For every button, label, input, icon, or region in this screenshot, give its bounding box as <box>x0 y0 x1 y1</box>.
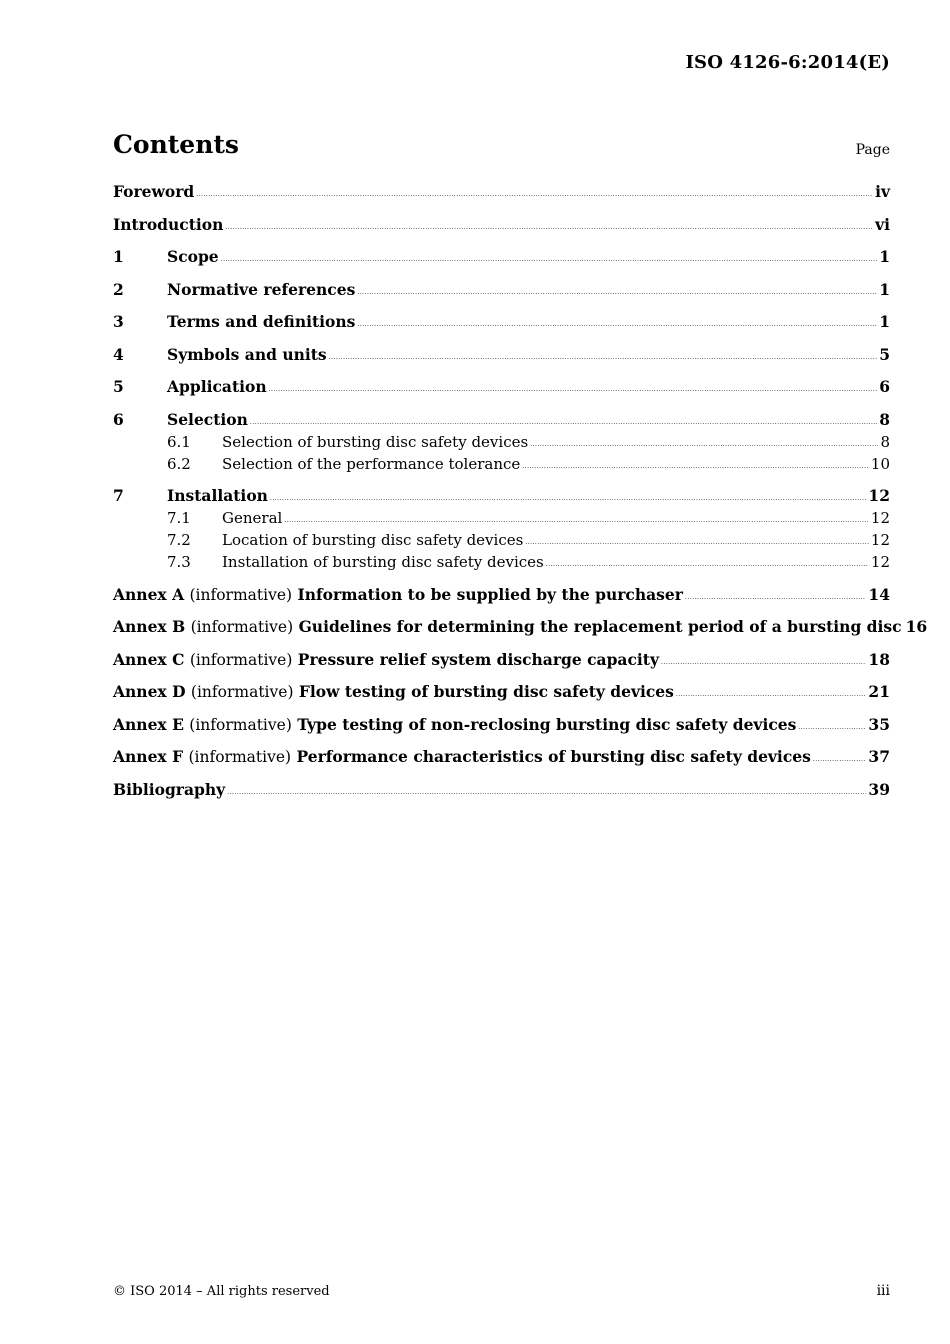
toc-entry[interactable] <box>113 280 890 303</box>
annex-label: Annex B <box>113 617 186 636</box>
toc-subentry-page: 10 <box>870 454 890 473</box>
toc-subentry[interactable] <box>113 455 890 477</box>
toc-entry-title-group <box>113 682 674 702</box>
toc-entry-page: 1 <box>879 247 890 266</box>
toc-entry-title: Terms and definitions <box>167 312 356 331</box>
toc-subentry-title: Selection of bursting disc safety devices <box>222 432 529 451</box>
toc-entry-title-group <box>113 747 811 767</box>
toc-subentry[interactable] <box>113 553 890 575</box>
toc-entry-title: Information to be supplied by the purchaser <box>297 584 683 604</box>
annex-label: Annex A <box>113 584 185 604</box>
toc-entry-page: 8 <box>879 409 890 429</box>
dot-leader <box>661 649 866 672</box>
dot-leader <box>227 779 866 802</box>
toc-entry-page: 16 <box>905 617 928 636</box>
toc-entry-page: 14 <box>868 584 890 604</box>
toc-entry-title: Symbols and units <box>167 344 327 364</box>
dot-leader <box>270 485 866 508</box>
toc-entry-title-group <box>113 617 902 637</box>
toc-entry[interactable] <box>113 182 890 205</box>
toc-entry-title-group <box>113 585 683 605</box>
dot-leader <box>813 746 867 769</box>
dot-leader <box>525 530 869 552</box>
toc-entry[interactable] <box>113 486 890 509</box>
toc-subentry-title: Selection of the performance tolerance <box>222 454 521 473</box>
toc-entry-title: Bibliography <box>113 779 226 799</box>
toc-entry-title: Normative references <box>167 279 356 299</box>
toc-entry-title: Performance characteristics of bursting disc safety devices <box>296 747 811 766</box>
annex-type: (informative) <box>189 585 293 604</box>
toc-entry[interactable] <box>113 410 890 433</box>
toc-entry-title: Pressure relief system discharge capacity <box>297 649 659 669</box>
toc-entry-page: 18 <box>868 649 890 669</box>
dot-leader <box>329 344 878 367</box>
toc-entry-page: vi <box>875 214 890 234</box>
toc-entry-title-group <box>113 182 194 201</box>
toc-entry-page: 5 <box>879 344 890 364</box>
annex-label: Annex E <box>113 714 184 734</box>
dot-leader <box>522 454 869 476</box>
toc-entry-title-group <box>167 280 355 299</box>
toc-entry-title-group <box>167 247 219 266</box>
toc-subentry-page: 12 <box>870 509 890 527</box>
toc-entry[interactable] <box>113 215 890 238</box>
annex-type: (informative) <box>190 683 294 701</box>
toc-entry-page: 6 <box>879 377 890 396</box>
toc-entry-title-group <box>167 410 248 429</box>
dot-leader <box>357 311 877 334</box>
toc-entry[interactable] <box>113 377 890 400</box>
toc-entry[interactable] <box>113 617 928 640</box>
toc-entry-page: 37 <box>868 747 890 766</box>
annex-type: (informative) <box>188 748 292 766</box>
annex-type: (informative) <box>189 650 293 669</box>
toc-entry-page: 1 <box>879 312 890 331</box>
toc-subentry-page: 12 <box>870 553 890 571</box>
toc-subentry-title: Installation of bursting disc safety devices <box>222 553 544 571</box>
toc-entry[interactable] <box>113 715 890 738</box>
annex-label: Annex D <box>113 682 186 701</box>
dot-leader <box>676 681 867 704</box>
dot-leader <box>546 552 869 574</box>
toc-subentry[interactable] <box>113 509 890 531</box>
toc-entry-title: Installation <box>167 486 268 505</box>
toc-entry-page: 21 <box>868 682 890 701</box>
toc-entry-title-group <box>167 377 267 396</box>
toc-entry[interactable] <box>113 312 890 335</box>
toc-entry-title-group <box>167 486 268 505</box>
toc-entry-title: Scope <box>167 247 219 266</box>
toc-entry-number: 7 <box>113 486 124 505</box>
toc-subentry[interactable] <box>113 433 890 455</box>
toc-subentry-number: 7.3 <box>167 553 191 571</box>
dot-leader <box>250 409 877 432</box>
toc-entry-title-group <box>113 215 223 234</box>
toc-entry-number: 2 <box>113 279 124 299</box>
toc-entry-number: 3 <box>113 312 124 331</box>
document-id: ISO 4126-6:2014(E) <box>685 52 890 73</box>
dot-leader <box>284 508 869 530</box>
dot-leader <box>196 181 873 204</box>
dot-leader <box>225 214 873 237</box>
toc-subentry-number: 6.1 <box>167 432 191 451</box>
page-title: Contents <box>113 130 240 159</box>
toc-subentry[interactable] <box>113 531 890 553</box>
table-of-contents <box>113 182 928 803</box>
toc-entry[interactable] <box>113 585 890 608</box>
toc-entry-title: Foreword <box>113 182 195 201</box>
toc-entry-title-group <box>167 345 327 364</box>
toc-entry-title: Selection <box>167 409 248 429</box>
toc-entry[interactable] <box>113 345 890 368</box>
toc-entry[interactable] <box>113 747 890 770</box>
dot-leader <box>530 432 878 454</box>
toc-entry-number: 5 <box>113 377 124 396</box>
toc-entry-page: 35 <box>868 714 890 734</box>
dot-leader <box>685 584 867 607</box>
toc-entry[interactable] <box>113 650 890 673</box>
page-column-label: Page <box>855 142 890 158</box>
toc-subentry-number: 7.1 <box>167 509 191 527</box>
toc-subentry-page: 8 <box>880 432 890 451</box>
dot-leader <box>357 279 877 302</box>
dot-leader <box>798 714 866 737</box>
toc-entry-title-group <box>113 780 225 799</box>
copyright-notice: © ISO 2014 – All rights reserved <box>113 1284 330 1299</box>
toc-subentry-title: General <box>222 509 283 527</box>
toc-entry-page: 1 <box>879 279 890 299</box>
toc-entry-number: 6 <box>113 409 124 429</box>
toc-entry-title: Introduction <box>113 214 224 234</box>
dot-leader <box>221 246 878 269</box>
toc-entry-title: Application <box>167 377 267 396</box>
annex-label: Annex F <box>113 747 184 766</box>
toc-subentry-title: Location of bursting disc safety devices <box>222 531 524 549</box>
annex-label: Annex C <box>113 649 185 669</box>
page-number: iii <box>876 1283 890 1299</box>
toc-entry-title-group <box>113 715 796 735</box>
annex-type: (informative) <box>189 715 292 734</box>
toc-entry-number: 4 <box>113 344 124 364</box>
annex-type: (informative) <box>190 618 294 636</box>
toc-subentry-page: 12 <box>870 531 890 549</box>
toc-subentry-number: 7.2 <box>167 531 191 549</box>
toc-entry-page: iv <box>875 182 890 201</box>
toc-entry-title-group <box>113 650 659 670</box>
toc-entry-page: 39 <box>868 779 890 799</box>
toc-entry-number: 1 <box>113 247 124 266</box>
toc-entry[interactable] <box>113 247 890 270</box>
toc-entry-title: Type testing of non-reclosing bursting disc safety devices <box>297 714 797 734</box>
toc-entry[interactable] <box>113 682 890 705</box>
toc-subentry-number: 6.2 <box>167 454 191 473</box>
toc-entry-title-group <box>167 312 355 331</box>
toc-entry-title: Guidelines for determining the replacement period of a bursting disc <box>298 617 902 636</box>
toc-entry-page: 12 <box>868 486 890 505</box>
toc-entry-title: Flow testing of bursting disc safety devices <box>298 682 674 701</box>
toc-entry[interactable] <box>113 780 890 803</box>
dot-leader <box>269 376 878 399</box>
